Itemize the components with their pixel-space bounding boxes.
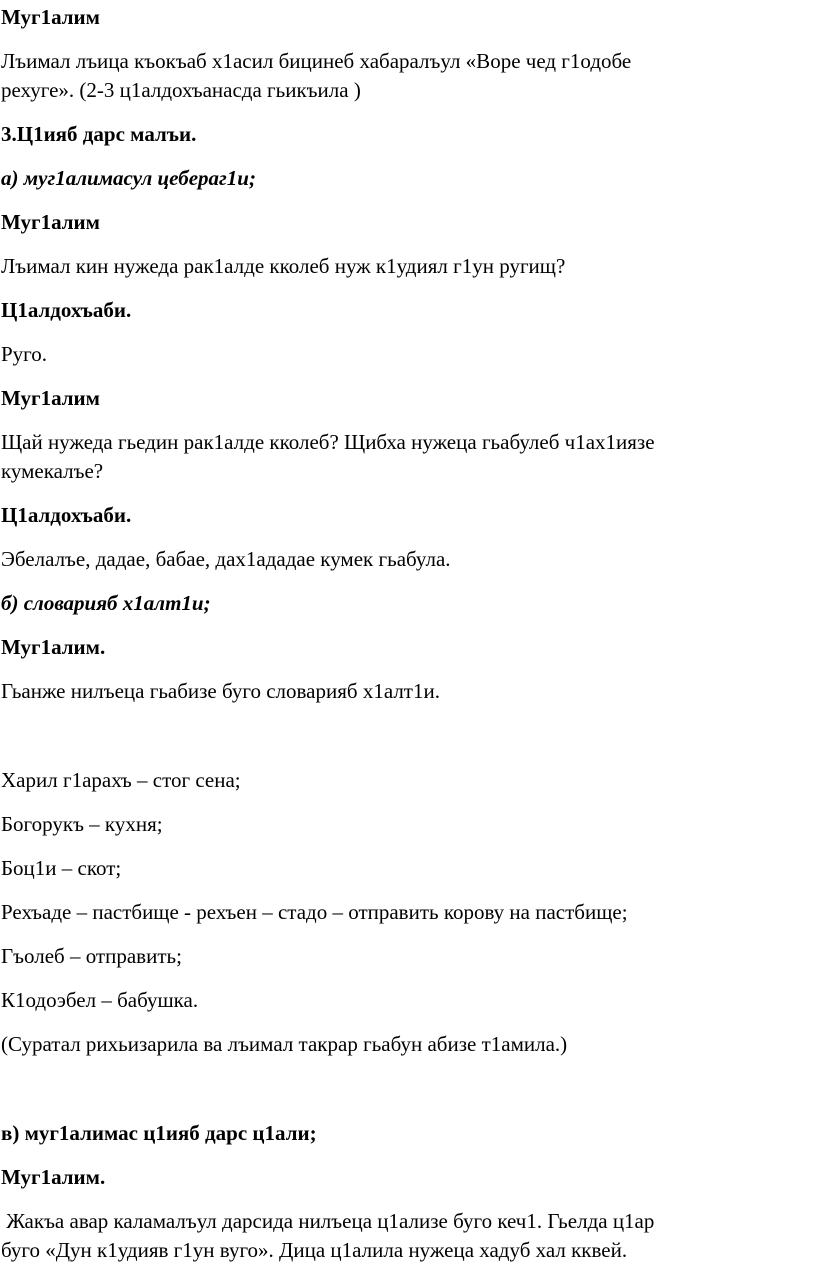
speaker-students-1: Ц1алдохъаби. bbox=[1, 298, 132, 322]
paragraph-intro-line-1: Лъимал лъица къокъаб х1асил бицинеб хабаралъул «Воре чед г1одобе bbox=[1, 49, 632, 73]
teacher-reading-line-1: Жакъа авар каламалъул дарсида нилъеца ц1ализе буго кеч1. Гьелда ц1ар bbox=[1, 1209, 655, 1233]
section-heading-new-lesson: 3.Ц1ияб дарс малъи. bbox=[1, 122, 197, 146]
vocabulary-item-4: Рехъаде – пастбище - рехъен – стадо – отправить корову на пастбище; bbox=[1, 900, 628, 924]
teacher-instruction-vocabulary: Гьанже нилъеца гьабизе буго словарияб х1алт1и. bbox=[1, 679, 440, 703]
speaker-teacher-5: Муг1алим. bbox=[1, 1165, 106, 1189]
vocabulary-item-5: Гъолеб – отправить; bbox=[1, 944, 182, 968]
speaker-students-2: Ц1алдохъаби. bbox=[1, 503, 132, 527]
speaker-teacher-1: Муг1алим bbox=[1, 5, 100, 29]
note-pictures: (Суратал рихьизарила ва лъимал такрар гьабун абизе т1амила.) bbox=[1, 1032, 568, 1056]
vocabulary-item-2: Богорукъ – кухня; bbox=[1, 812, 163, 836]
vocabulary-item-3: Боц1и – скот; bbox=[1, 856, 122, 880]
vocabulary-item-1: Харил г1арахъ – стог сена; bbox=[1, 768, 241, 792]
subheading-teacher-reads: в) муг1алимас ц1ияб дарс ц1али; bbox=[1, 1121, 317, 1145]
subheading-vocabulary-work: б) словарияб х1алт1и; bbox=[1, 591, 211, 615]
speaker-teacher-2: Муг1алим bbox=[1, 210, 100, 234]
subheading-teacher-intro: а) муг1алимасул цебераг1и; bbox=[1, 166, 256, 190]
speaker-teacher-3: Муг1алим bbox=[1, 386, 100, 410]
speaker-teacher-4: Муг1алим. bbox=[1, 635, 106, 659]
students-answer-2: Эбелалъе, дадае, бабае, дах1ададае кумек гьабула. bbox=[1, 547, 451, 571]
teacher-question-2-line-1: Щай нужеда гьедин рак1алде кколеб? Щибха нужеца гьабулеб ч1ах1иязе bbox=[1, 430, 655, 454]
paragraph-intro-line-2: рехуге». (2-3 ц1алдохъанасда гьикъила ) bbox=[1, 78, 361, 102]
teacher-question-2-line-2: кумекалъе? bbox=[1, 459, 104, 483]
teacher-reading-line-2: буго «Дун к1удияв г1ун вуго». Дица ц1алила нужеца хадуб хал кквей. bbox=[1, 1238, 628, 1262]
students-answer-1: Руго. bbox=[1, 342, 48, 366]
vocabulary-item-6: К1одоэбел – бабушка. bbox=[1, 988, 199, 1012]
teacher-question-1: Лъимал кин нужеда рак1алде кколеб нуж к1удиял г1ун ругищ? bbox=[1, 254, 566, 278]
